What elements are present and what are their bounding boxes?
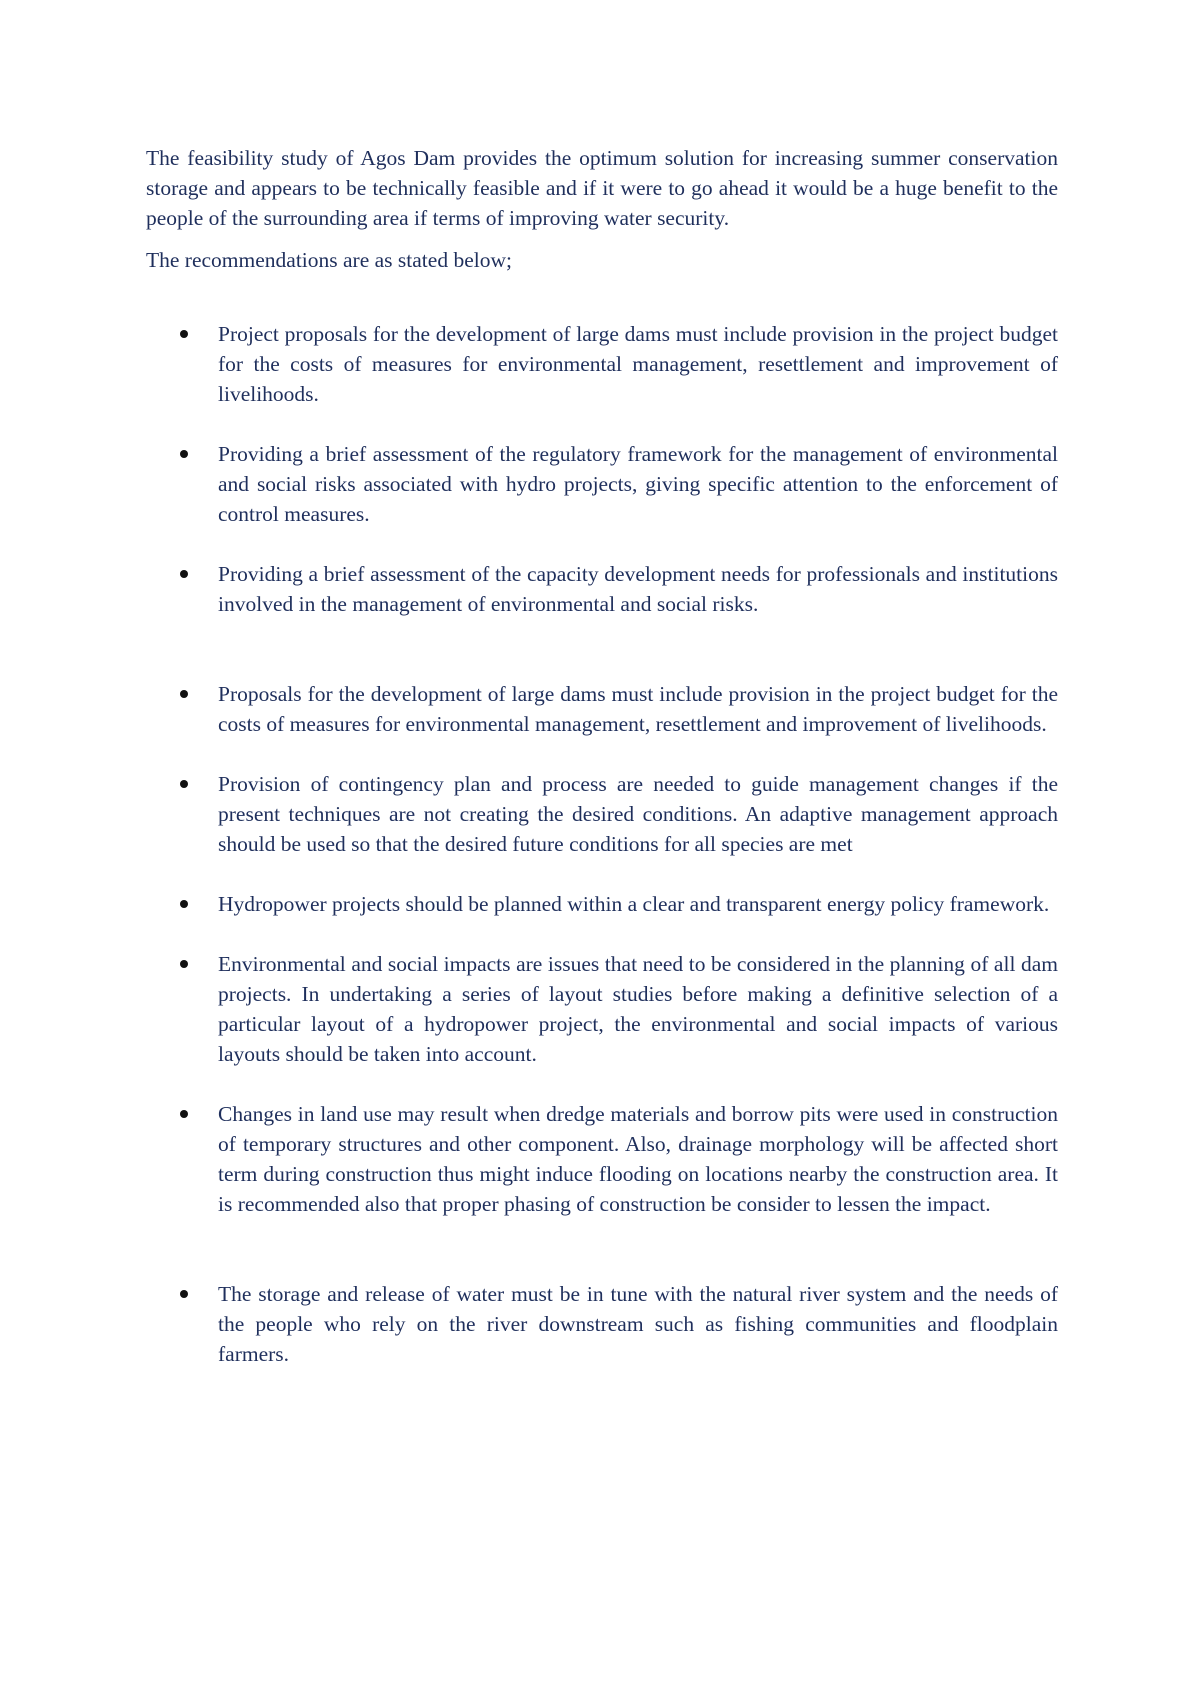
- list-item-text: Providing a brief assessment of the capacity development needs for professionals and institutions involved in the management of environmental and social risks.: [218, 562, 1058, 616]
- recommendations-list: [146, 319, 1058, 1369]
- list-item: [146, 1279, 1058, 1369]
- bullet-icon: [180, 900, 188, 908]
- list-item-text: Changes in land use may result when dredge materials and borrow pits were used in construction of temporary structures and other component. Also, drainage morphology will be affected short term during construction thus might induce flooding on locations nearby the construction area. It is recommended also that proper phasing of construction be consider to lessen the impact.: [218, 1102, 1058, 1216]
- list-item-text: Project proposals for the development of large dams must include provision in the project budget for the costs of measures for environmental management, resettlement and improvement of livelihoods.: [218, 322, 1058, 406]
- bullet-icon: [180, 960, 188, 968]
- list-item: [146, 1099, 1058, 1219]
- list-item: [146, 559, 1058, 619]
- list-item: [146, 679, 1058, 739]
- list-item: [146, 439, 1058, 529]
- document-page: [146, 143, 1058, 1399]
- bullet-icon: [180, 1110, 188, 1118]
- intro-paragraph: The feasibility study of Agos Dam provides the optimum solution for increasing summer conservation storage and appears to be technically feasible and if it were to go ahead it would be a huge benefit to the people of the surrounding area if terms of improving water security.: [146, 146, 1058, 230]
- list-item: [146, 319, 1058, 409]
- list-item: [146, 889, 1058, 919]
- bullet-icon: [180, 330, 188, 338]
- bullet-icon: [180, 690, 188, 698]
- list-item-text: Environmental and social impacts are issues that need to be considered in the planning of all dam projects. In undertaking a series of layout studies before making a definitive selection of a particular layout of a hydropower project, the environmental and social impacts of various layouts should be taken into account.: [218, 952, 1058, 1066]
- list-item-text: Proposals for the development of large dams must include provision in the project budget for the costs of measures for environmental management, resettlement and improvement of livelihoods.: [218, 682, 1058, 736]
- list-item-text: Provision of contingency plan and process are needed to guide management changes if the present techniques are not creating the desired conditions. An adaptive management approach should be used so that the desired future conditions for all species are met: [218, 772, 1058, 856]
- list-item-text: Hydropower projects should be planned within a clear and transparent energy policy framework.: [218, 892, 1050, 916]
- bullet-icon: [180, 570, 188, 578]
- list-item-text: The storage and release of water must be in tune with the natural river system and the needs of the people who rely on the river downstream such as fishing communities and floodplain farmers.: [218, 1282, 1058, 1366]
- list-item-text: Providing a brief assessment of the regulatory framework for the management of environmental and social risks associated with hydro projects, giving specific attention to the enforcement of control measures.: [218, 442, 1058, 526]
- bullet-icon: [180, 780, 188, 788]
- recommendations-lead-in: The recommendations are as stated below;: [146, 248, 512, 272]
- bullet-icon: [180, 450, 188, 458]
- bullet-icon: [180, 1290, 188, 1298]
- list-item: [146, 949, 1058, 1069]
- list-item: [146, 769, 1058, 859]
